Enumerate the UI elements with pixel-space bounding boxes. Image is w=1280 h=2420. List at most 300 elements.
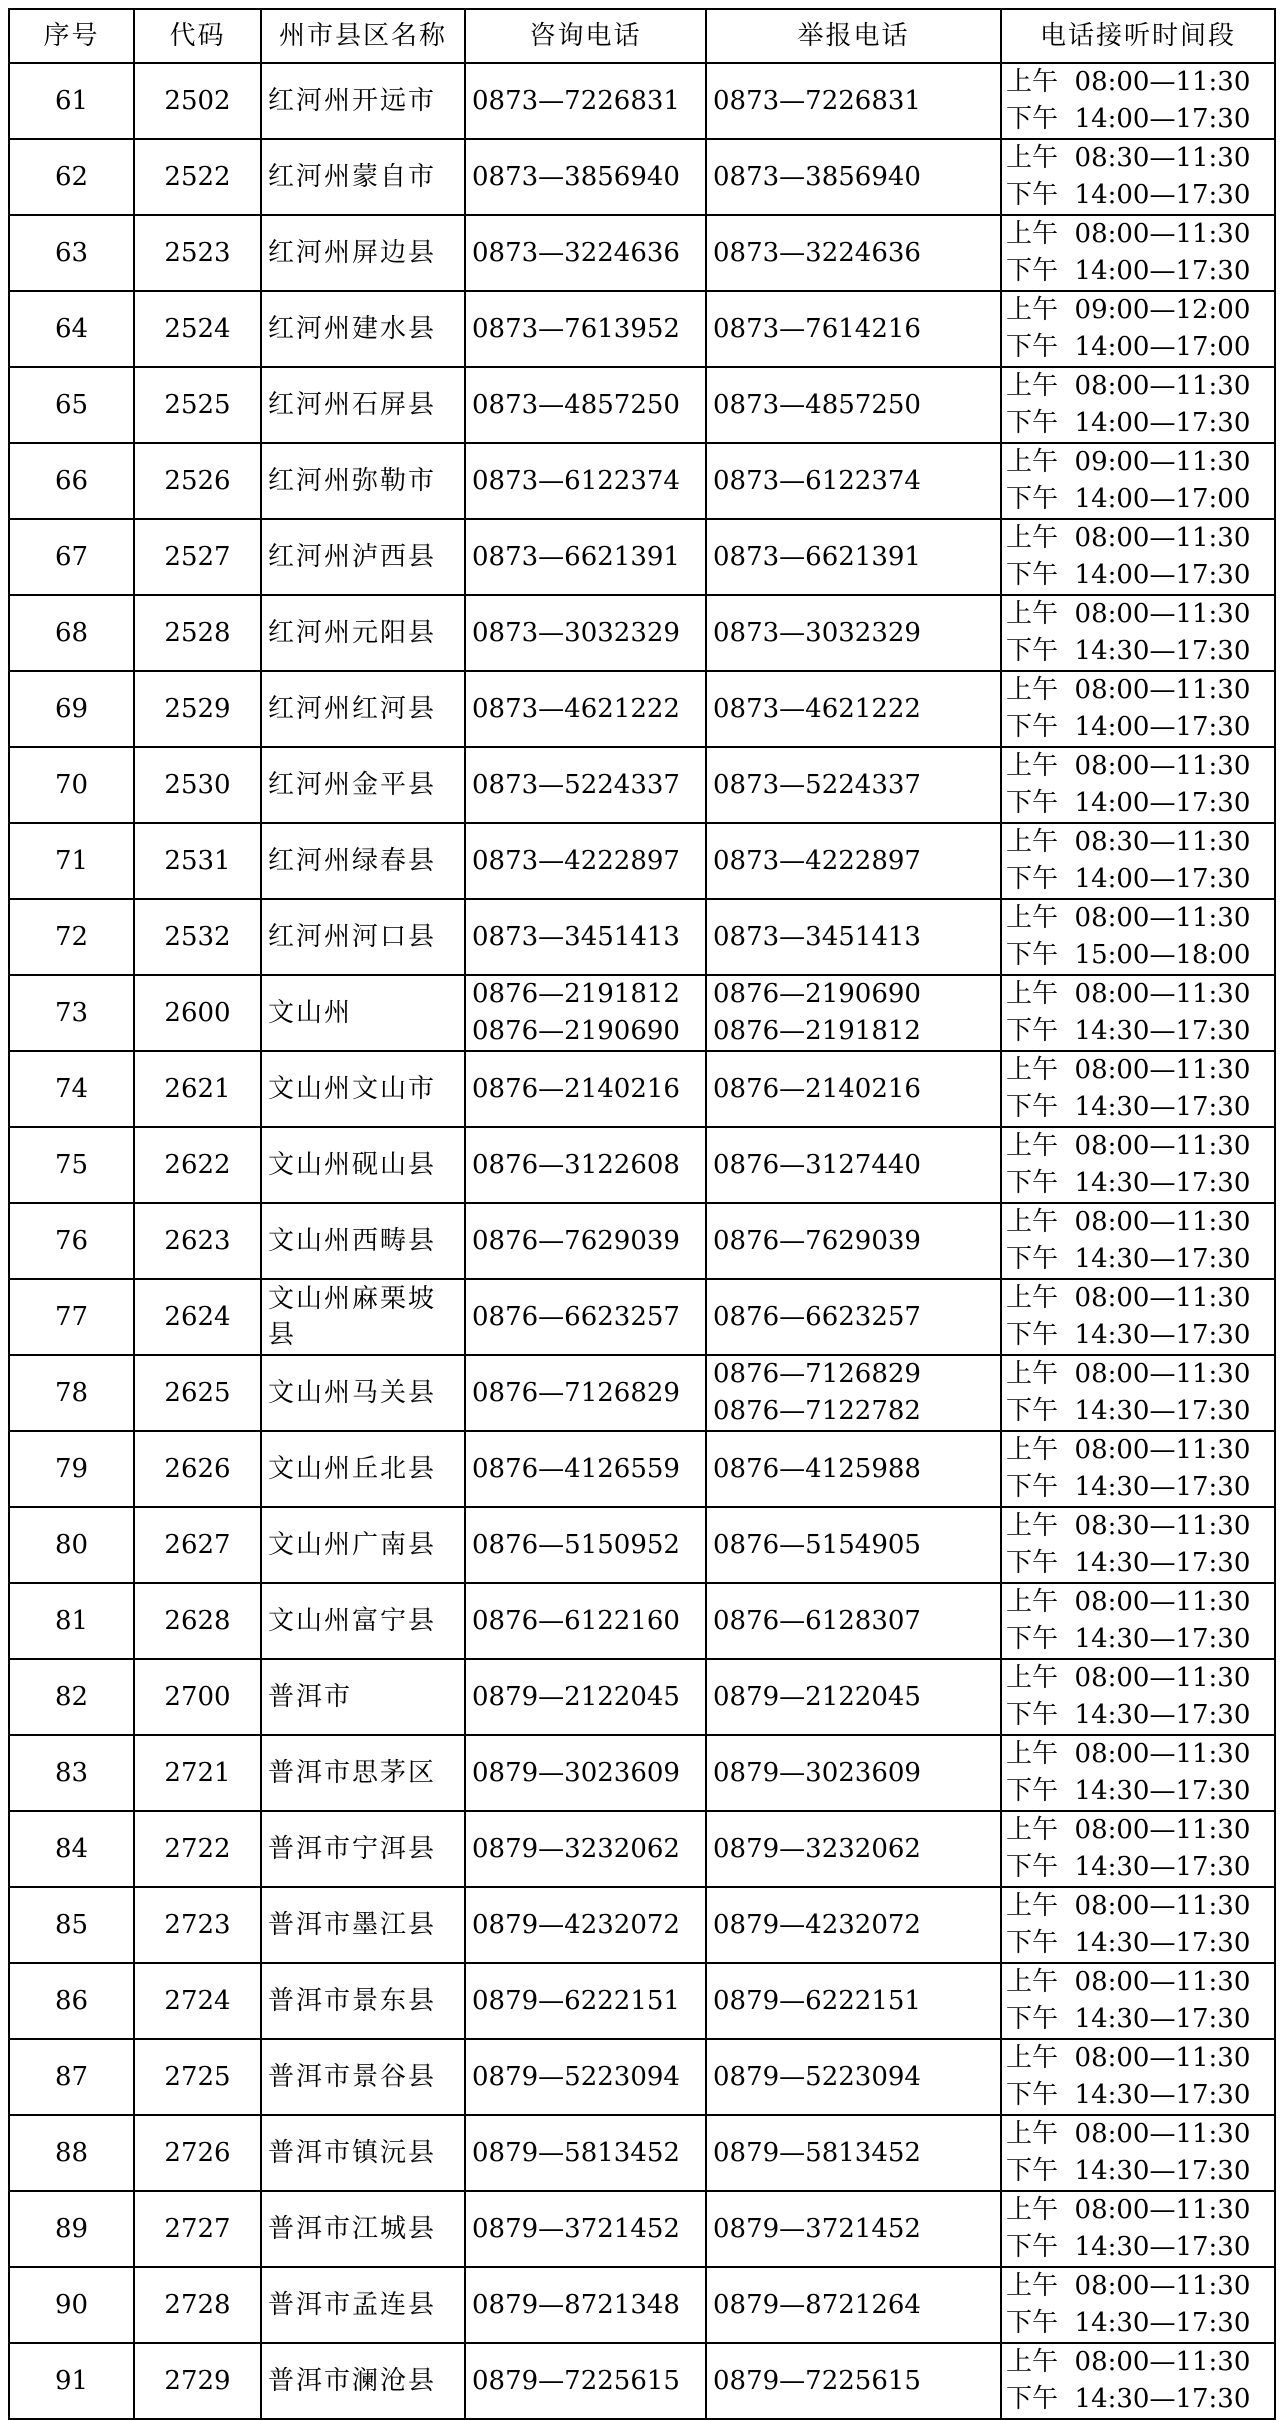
cell-no: 70 bbox=[9, 747, 134, 823]
table-row bbox=[9, 2191, 1275, 2267]
afternoon-hours: 下午 14:30—17:30 bbox=[1006, 2308, 1251, 2338]
cell-hours bbox=[1001, 1279, 1275, 1355]
cell-hours bbox=[1001, 1051, 1275, 1127]
cell-report-phone bbox=[706, 2267, 1001, 2343]
cell-consult-phone bbox=[465, 63, 706, 139]
phone-number: 0873—3856940 bbox=[713, 161, 921, 192]
cell-no: 79 bbox=[9, 1431, 134, 1507]
cell-code: 2531 bbox=[134, 823, 261, 899]
cell-no: 61 bbox=[9, 63, 134, 139]
phone-number: 0873—6122374 bbox=[713, 465, 921, 496]
phone-number: 0879—7225615 bbox=[713, 2365, 921, 2396]
table-row bbox=[9, 1963, 1275, 2039]
cell-code: 2723 bbox=[134, 1887, 261, 1963]
phone-number: 0879—4232072 bbox=[713, 1909, 921, 1940]
cell-name: 红河州绿春县 bbox=[261, 823, 465, 899]
morning-hours: 上午 08:00—11:30 bbox=[1006, 599, 1251, 629]
afternoon-hours: 下午 14:00—17:00 bbox=[1006, 332, 1251, 362]
phone-number: 0879—5223094 bbox=[713, 2061, 921, 2092]
cell-consult-phone bbox=[465, 367, 706, 443]
cell-no: 90 bbox=[9, 2267, 134, 2343]
header-report-phone: 举报电话 bbox=[706, 9, 1001, 63]
cell-report-phone bbox=[706, 1811, 1001, 1887]
cell-report-phone bbox=[706, 1659, 1001, 1735]
table-body bbox=[9, 63, 1275, 2419]
cell-name: 红河州石屏县 bbox=[261, 367, 465, 443]
cell-consult-phone bbox=[465, 443, 706, 519]
cell-report-phone bbox=[706, 595, 1001, 671]
cell-code: 2623 bbox=[134, 1203, 261, 1279]
cell-name: 红河州金平县 bbox=[261, 747, 465, 823]
phone-number: 0876—6122160 bbox=[472, 1605, 680, 1636]
cell-report-phone bbox=[706, 1051, 1001, 1127]
morning-hours: 上午 08:00—11:30 bbox=[1006, 1815, 1251, 1845]
phone-number: 0873—4857250 bbox=[713, 389, 921, 420]
cell-code: 2729 bbox=[134, 2343, 261, 2419]
cell-hours bbox=[1001, 1811, 1275, 1887]
cell-consult-phone bbox=[465, 1355, 706, 1431]
cell-hours bbox=[1001, 1887, 1275, 1963]
phone-number: 0879—8721264 bbox=[713, 2289, 921, 2320]
table-row bbox=[9, 1127, 1275, 1203]
afternoon-hours: 下午 14:30—17:30 bbox=[1006, 1928, 1251, 1958]
cell-consult-phone bbox=[465, 291, 706, 367]
morning-hours: 上午 08:00—11:30 bbox=[1006, 979, 1251, 1009]
cell-consult-phone bbox=[465, 1127, 706, 1203]
cell-consult-phone bbox=[465, 2267, 706, 2343]
cell-report-phone bbox=[706, 1735, 1001, 1811]
cell-name: 文山州马关县 bbox=[261, 1355, 465, 1431]
afternoon-hours: 下午 14:00—17:00 bbox=[1006, 484, 1251, 514]
phone-number: 0873—5224337 bbox=[472, 769, 680, 800]
morning-hours: 上午 08:00—11:30 bbox=[1006, 219, 1251, 249]
cell-name: 文山州砚山县 bbox=[261, 1127, 465, 1203]
cell-hours bbox=[1001, 139, 1275, 215]
morning-hours: 上午 08:30—11:30 bbox=[1006, 143, 1251, 173]
afternoon-hours: 下午 14:30—17:30 bbox=[1006, 2232, 1251, 2262]
phone-number: 0879—3023609 bbox=[472, 1757, 680, 1788]
header-hours: 电话接听时间段 bbox=[1001, 9, 1275, 63]
cell-code: 2525 bbox=[134, 367, 261, 443]
cell-consult-phone bbox=[465, 2191, 706, 2267]
afternoon-hours: 下午 14:30—17:30 bbox=[1006, 2384, 1251, 2414]
phone-number: 0876—2140216 bbox=[713, 1073, 921, 1104]
cell-hours bbox=[1001, 1431, 1275, 1507]
cell-hours bbox=[1001, 519, 1275, 595]
cell-consult-phone bbox=[465, 595, 706, 671]
header-name: 州市县区名称 bbox=[261, 9, 465, 63]
phone-number: 0876—5154905 bbox=[713, 1529, 921, 1560]
cell-name: 普洱市澜沧县 bbox=[261, 2343, 465, 2419]
phone-number: 0879—6222151 bbox=[472, 1985, 680, 2016]
cell-report-phone bbox=[706, 139, 1001, 215]
cell-consult-phone bbox=[465, 1203, 706, 1279]
morning-hours: 上午 08:00—11:30 bbox=[1006, 2271, 1251, 2301]
cell-hours bbox=[1001, 367, 1275, 443]
table-row bbox=[9, 1735, 1275, 1811]
cell-code: 2724 bbox=[134, 1963, 261, 2039]
cell-name: 普洱市宁洱县 bbox=[261, 1811, 465, 1887]
phone-number: 0873—6621391 bbox=[472, 541, 680, 572]
phone-number: 0873—3451413 bbox=[472, 921, 680, 952]
cell-report-phone bbox=[706, 1963, 1001, 2039]
phone-number: 0873—4222897 bbox=[713, 845, 921, 876]
phone-number: 0876—3122608 bbox=[472, 1149, 680, 1180]
cell-no: 72 bbox=[9, 899, 134, 975]
cell-no: 66 bbox=[9, 443, 134, 519]
afternoon-hours: 下午 15:00—18:00 bbox=[1006, 940, 1251, 970]
cell-consult-phone bbox=[465, 1431, 706, 1507]
morning-hours: 上午 08:00—11:30 bbox=[1006, 1663, 1251, 1693]
cell-no: 64 bbox=[9, 291, 134, 367]
cell-report-phone bbox=[706, 671, 1001, 747]
cell-code: 2502 bbox=[134, 63, 261, 139]
cell-hours bbox=[1001, 1735, 1275, 1811]
cell-hours bbox=[1001, 747, 1275, 823]
table-row bbox=[9, 899, 1275, 975]
cell-no: 89 bbox=[9, 2191, 134, 2267]
cell-consult-phone bbox=[465, 1887, 706, 1963]
cell-no: 63 bbox=[9, 215, 134, 291]
table-row bbox=[9, 1051, 1275, 1127]
cell-consult-phone bbox=[465, 1051, 706, 1127]
table-row bbox=[9, 1659, 1275, 1735]
phone-number: 0879—3023609 bbox=[713, 1757, 921, 1788]
morning-hours: 上午 08:00—11:30 bbox=[1006, 1967, 1251, 1997]
cell-report-phone bbox=[706, 63, 1001, 139]
cell-hours bbox=[1001, 1659, 1275, 1735]
cell-no: 67 bbox=[9, 519, 134, 595]
afternoon-hours: 下午 14:30—17:30 bbox=[1006, 1168, 1251, 1198]
table-row bbox=[9, 2115, 1275, 2191]
morning-hours: 上午 08:00—11:30 bbox=[1006, 1055, 1251, 1085]
cell-consult-phone bbox=[465, 1735, 706, 1811]
cell-no: 91 bbox=[9, 2343, 134, 2419]
afternoon-hours: 下午 14:30—17:30 bbox=[1006, 2156, 1251, 2186]
phone-number: 0876—6128307 bbox=[713, 1605, 921, 1636]
cell-name: 红河州开远市 bbox=[261, 63, 465, 139]
cell-hours bbox=[1001, 1203, 1275, 1279]
table-row bbox=[9, 595, 1275, 671]
cell-name: 红河州屏边县 bbox=[261, 215, 465, 291]
cell-name: 普洱市景东县 bbox=[261, 1963, 465, 2039]
phone-number: 0873—7226831 bbox=[472, 85, 680, 116]
table-row bbox=[9, 1507, 1275, 1583]
cell-no: 86 bbox=[9, 1963, 134, 2039]
cell-code: 2627 bbox=[134, 1507, 261, 1583]
cell-hours bbox=[1001, 1507, 1275, 1583]
table-row bbox=[9, 747, 1275, 823]
cell-report-phone bbox=[706, 1507, 1001, 1583]
afternoon-hours: 下午 14:30—17:30 bbox=[1006, 1852, 1251, 1882]
cell-no: 88 bbox=[9, 2115, 134, 2191]
phone-number: 0876—2191812 bbox=[713, 1016, 921, 1046]
morning-hours: 上午 08:00—11:30 bbox=[1006, 751, 1251, 781]
morning-hours: 上午 08:00—11:30 bbox=[1006, 523, 1251, 553]
cell-name: 红河州建水县 bbox=[261, 291, 465, 367]
phone-number: 0876—6623257 bbox=[472, 1301, 680, 1332]
morning-hours: 上午 09:00—12:00 bbox=[1006, 295, 1251, 325]
cell-hours bbox=[1001, 1583, 1275, 1659]
afternoon-hours: 下午 14:30—17:30 bbox=[1006, 1548, 1251, 1578]
cell-code: 2523 bbox=[134, 215, 261, 291]
cell-consult-phone bbox=[465, 671, 706, 747]
cell-hours bbox=[1001, 215, 1275, 291]
afternoon-hours: 下午 14:30—17:30 bbox=[1006, 636, 1251, 666]
cell-consult-phone bbox=[465, 1507, 706, 1583]
cell-hours bbox=[1001, 975, 1275, 1051]
cell-report-phone bbox=[706, 215, 1001, 291]
phone-number: 0876—6623257 bbox=[713, 1301, 921, 1332]
phone-number: 0873—3856940 bbox=[472, 161, 680, 192]
phone-number: 0879—3232062 bbox=[472, 1833, 680, 1864]
morning-hours: 上午 08:00—11:30 bbox=[1006, 1283, 1251, 1313]
cell-code: 2528 bbox=[134, 595, 261, 671]
morning-hours: 上午 08:00—11:30 bbox=[1006, 1207, 1251, 1237]
cell-hours bbox=[1001, 595, 1275, 671]
afternoon-hours: 下午 14:00—17:30 bbox=[1006, 560, 1251, 590]
header-code: 代码 bbox=[134, 9, 261, 63]
cell-hours bbox=[1001, 2191, 1275, 2267]
afternoon-hours: 下午 14:30—17:30 bbox=[1006, 2004, 1251, 2034]
cell-consult-phone bbox=[465, 2115, 706, 2191]
cell-no: 77 bbox=[9, 1279, 134, 1355]
cell-consult-phone bbox=[465, 139, 706, 215]
phone-number: 0879—3232062 bbox=[713, 1833, 921, 1864]
morning-hours: 上午 08:00—11:30 bbox=[1006, 371, 1251, 401]
cell-name: 普洱市思茅区 bbox=[261, 1735, 465, 1811]
cell-code: 2524 bbox=[134, 291, 261, 367]
phone-number: 0876—7629039 bbox=[472, 1225, 680, 1256]
cell-name: 普洱市江城县 bbox=[261, 2191, 465, 2267]
cell-report-phone bbox=[706, 1583, 1001, 1659]
phone-number: 0879—3721452 bbox=[713, 2213, 921, 2244]
afternoon-hours: 下午 14:00—17:30 bbox=[1006, 104, 1251, 134]
cell-code: 2621 bbox=[134, 1051, 261, 1127]
cell-hours bbox=[1001, 1963, 1275, 2039]
morning-hours: 上午 08:30—11:30 bbox=[1006, 1511, 1251, 1541]
cell-code: 2529 bbox=[134, 671, 261, 747]
morning-hours: 上午 08:00—11:30 bbox=[1006, 1587, 1251, 1617]
cell-no: 80 bbox=[9, 1507, 134, 1583]
cell-report-phone bbox=[706, 443, 1001, 519]
phone-number: 0873—4621222 bbox=[713, 693, 921, 724]
cell-consult-phone bbox=[465, 1811, 706, 1887]
cell-consult-phone bbox=[465, 1583, 706, 1659]
phone-number: 0873—3032329 bbox=[713, 617, 921, 648]
cell-no: 81 bbox=[9, 1583, 134, 1659]
cell-report-phone bbox=[706, 1431, 1001, 1507]
cell-report-phone bbox=[706, 519, 1001, 595]
phone-number: 0879—8721348 bbox=[472, 2289, 680, 2320]
phone-number: 0876—2191812 bbox=[472, 979, 680, 1009]
cell-consult-phone bbox=[465, 1279, 706, 1355]
cell-name: 红河州元阳县 bbox=[261, 595, 465, 671]
morning-hours: 上午 08:00—11:30 bbox=[1006, 2347, 1251, 2377]
cell-report-phone bbox=[706, 1887, 1001, 1963]
morning-hours: 上午 08:00—11:30 bbox=[1006, 67, 1251, 97]
table-row bbox=[9, 1431, 1275, 1507]
afternoon-hours: 下午 14:00—17:30 bbox=[1006, 408, 1251, 438]
table-row bbox=[9, 1355, 1275, 1431]
phone-number: 0876—3127440 bbox=[713, 1149, 921, 1180]
afternoon-hours: 下午 14:30—17:30 bbox=[1006, 1396, 1251, 1426]
cell-code: 2624 bbox=[134, 1279, 261, 1355]
phone-number: 0873—6122374 bbox=[472, 465, 680, 496]
table-row bbox=[9, 2039, 1275, 2115]
afternoon-hours: 下午 14:30—17:30 bbox=[1006, 1776, 1251, 1806]
table-row bbox=[9, 823, 1275, 899]
cell-hours bbox=[1001, 2039, 1275, 2115]
cell-hours bbox=[1001, 1355, 1275, 1431]
cell-report-phone bbox=[706, 291, 1001, 367]
cell-code: 2721 bbox=[134, 1735, 261, 1811]
afternoon-hours: 下午 14:30—17:30 bbox=[1006, 2080, 1251, 2110]
phone-number: 0879—6222151 bbox=[713, 1985, 921, 2016]
phone-number: 0876—5150952 bbox=[472, 1529, 680, 1560]
cell-no: 62 bbox=[9, 139, 134, 215]
cell-hours bbox=[1001, 899, 1275, 975]
cell-hours bbox=[1001, 2115, 1275, 2191]
cell-no: 68 bbox=[9, 595, 134, 671]
cell-no: 85 bbox=[9, 1887, 134, 1963]
phone-number: 0879—2122045 bbox=[472, 1681, 680, 1712]
phone-number: 0873—7226831 bbox=[713, 85, 921, 116]
afternoon-hours: 下午 14:00—17:30 bbox=[1006, 712, 1251, 742]
cell-report-phone bbox=[706, 823, 1001, 899]
phone-number: 0873—7614216 bbox=[713, 313, 921, 344]
cell-name: 文山州 bbox=[261, 975, 465, 1051]
cell-no: 74 bbox=[9, 1051, 134, 1127]
cell-name: 文山州文山市 bbox=[261, 1051, 465, 1127]
cell-no: 83 bbox=[9, 1735, 134, 1811]
phone-number: 0876—7122782 bbox=[713, 1396, 921, 1426]
cell-name: 普洱市墨江县 bbox=[261, 1887, 465, 1963]
table-row bbox=[9, 367, 1275, 443]
morning-hours: 上午 08:00—11:30 bbox=[1006, 1435, 1251, 1465]
cell-no: 69 bbox=[9, 671, 134, 747]
cell-report-phone bbox=[706, 1279, 1001, 1355]
cell-name: 红河州河口县 bbox=[261, 899, 465, 975]
cell-no: 75 bbox=[9, 1127, 134, 1203]
table-row bbox=[9, 2343, 1275, 2419]
morning-hours: 上午 08:30—11:30 bbox=[1006, 827, 1251, 857]
cell-consult-phone bbox=[465, 899, 706, 975]
table-row bbox=[9, 1203, 1275, 1279]
cell-code: 2628 bbox=[134, 1583, 261, 1659]
cell-hours bbox=[1001, 823, 1275, 899]
cell-no: 82 bbox=[9, 1659, 134, 1735]
morning-hours: 上午 08:00—11:30 bbox=[1006, 1739, 1251, 1769]
cell-report-phone bbox=[706, 2039, 1001, 2115]
cell-consult-phone bbox=[465, 1659, 706, 1735]
cell-name: 红河州弥勒市 bbox=[261, 443, 465, 519]
header-no: 序号 bbox=[9, 9, 134, 63]
table-row bbox=[9, 291, 1275, 367]
afternoon-hours: 下午 14:00—17:30 bbox=[1006, 788, 1251, 818]
header-consult-phone: 咨询电话 bbox=[465, 9, 706, 63]
cell-code: 2728 bbox=[134, 2267, 261, 2343]
phone-number: 0873—3451413 bbox=[713, 921, 921, 952]
phone-number: 0879—4232072 bbox=[472, 1909, 680, 1940]
cell-code: 2727 bbox=[134, 2191, 261, 2267]
table-row bbox=[9, 975, 1275, 1051]
phone-number: 0873—3224636 bbox=[472, 237, 680, 268]
phone-number: 0879—3721452 bbox=[472, 2213, 680, 2244]
table-row bbox=[9, 1279, 1275, 1355]
cell-no: 76 bbox=[9, 1203, 134, 1279]
cell-report-phone bbox=[706, 2191, 1001, 2267]
phone-number: 0876—7629039 bbox=[713, 1225, 921, 1256]
cell-consult-phone bbox=[465, 2039, 706, 2115]
cell-report-phone bbox=[706, 1355, 1001, 1431]
phone-number: 0873—4621222 bbox=[472, 693, 680, 724]
table-row bbox=[9, 1811, 1275, 1887]
header-row bbox=[9, 9, 1275, 63]
cell-report-phone bbox=[706, 1127, 1001, 1203]
table-row bbox=[9, 139, 1275, 215]
cell-no: 65 bbox=[9, 367, 134, 443]
cell-name: 文山州丘北县 bbox=[261, 1431, 465, 1507]
cell-hours bbox=[1001, 2267, 1275, 2343]
afternoon-hours: 下午 14:30—17:30 bbox=[1006, 1320, 1251, 1350]
cell-code: 2526 bbox=[134, 443, 261, 519]
phone-number: 0879—5813452 bbox=[472, 2137, 680, 2168]
cell-code: 2626 bbox=[134, 1431, 261, 1507]
morning-hours: 上午 09:00—11:30 bbox=[1006, 447, 1251, 477]
cell-consult-phone bbox=[465, 823, 706, 899]
phone-number: 0879—2122045 bbox=[713, 1681, 921, 1712]
cell-report-phone bbox=[706, 899, 1001, 975]
cell-hours bbox=[1001, 291, 1275, 367]
table-row bbox=[9, 519, 1275, 595]
cell-report-phone bbox=[706, 975, 1001, 1051]
phone-number: 0879—5223094 bbox=[472, 2061, 680, 2092]
cell-name: 红河州泸西县 bbox=[261, 519, 465, 595]
phone-number: 0876—4125988 bbox=[713, 1453, 921, 1484]
phone-number: 0873—4222897 bbox=[472, 845, 680, 876]
cell-consult-phone bbox=[465, 215, 706, 291]
phone-number: 0879—7225615 bbox=[472, 2365, 680, 2396]
cell-no: 71 bbox=[9, 823, 134, 899]
table-row bbox=[9, 1583, 1275, 1659]
phone-number: 0873—4857250 bbox=[472, 389, 680, 420]
phone-number: 0876—4126559 bbox=[472, 1453, 680, 1484]
phone-number: 0873—3032329 bbox=[472, 617, 680, 648]
cell-code: 2532 bbox=[134, 899, 261, 975]
phone-number: 0879—5813452 bbox=[713, 2137, 921, 2168]
morning-hours: 上午 08:00—11:30 bbox=[1006, 2195, 1251, 2225]
afternoon-hours: 下午 14:00—17:30 bbox=[1006, 256, 1251, 286]
phone-number: 0876—2140216 bbox=[472, 1073, 680, 1104]
cell-consult-phone bbox=[465, 747, 706, 823]
phone-number: 0876—2190690 bbox=[472, 1016, 680, 1046]
morning-hours: 上午 08:00—11:30 bbox=[1006, 903, 1251, 933]
cell-hours bbox=[1001, 443, 1275, 519]
cell-report-phone bbox=[706, 2343, 1001, 2419]
cell-code: 2622 bbox=[134, 1127, 261, 1203]
morning-hours: 上午 08:00—11:30 bbox=[1006, 1891, 1251, 1921]
cell-consult-phone bbox=[465, 1963, 706, 2039]
cell-no: 87 bbox=[9, 2039, 134, 2115]
afternoon-hours: 下午 14:30—17:30 bbox=[1006, 1016, 1251, 1046]
phone-number: 0873—5224337 bbox=[713, 769, 921, 800]
phone-number: 0873—6621391 bbox=[713, 541, 921, 572]
cell-report-phone bbox=[706, 2115, 1001, 2191]
cell-hours bbox=[1001, 2343, 1275, 2419]
cell-code: 2625 bbox=[134, 1355, 261, 1431]
morning-hours: 上午 08:00—11:30 bbox=[1006, 2043, 1251, 2073]
